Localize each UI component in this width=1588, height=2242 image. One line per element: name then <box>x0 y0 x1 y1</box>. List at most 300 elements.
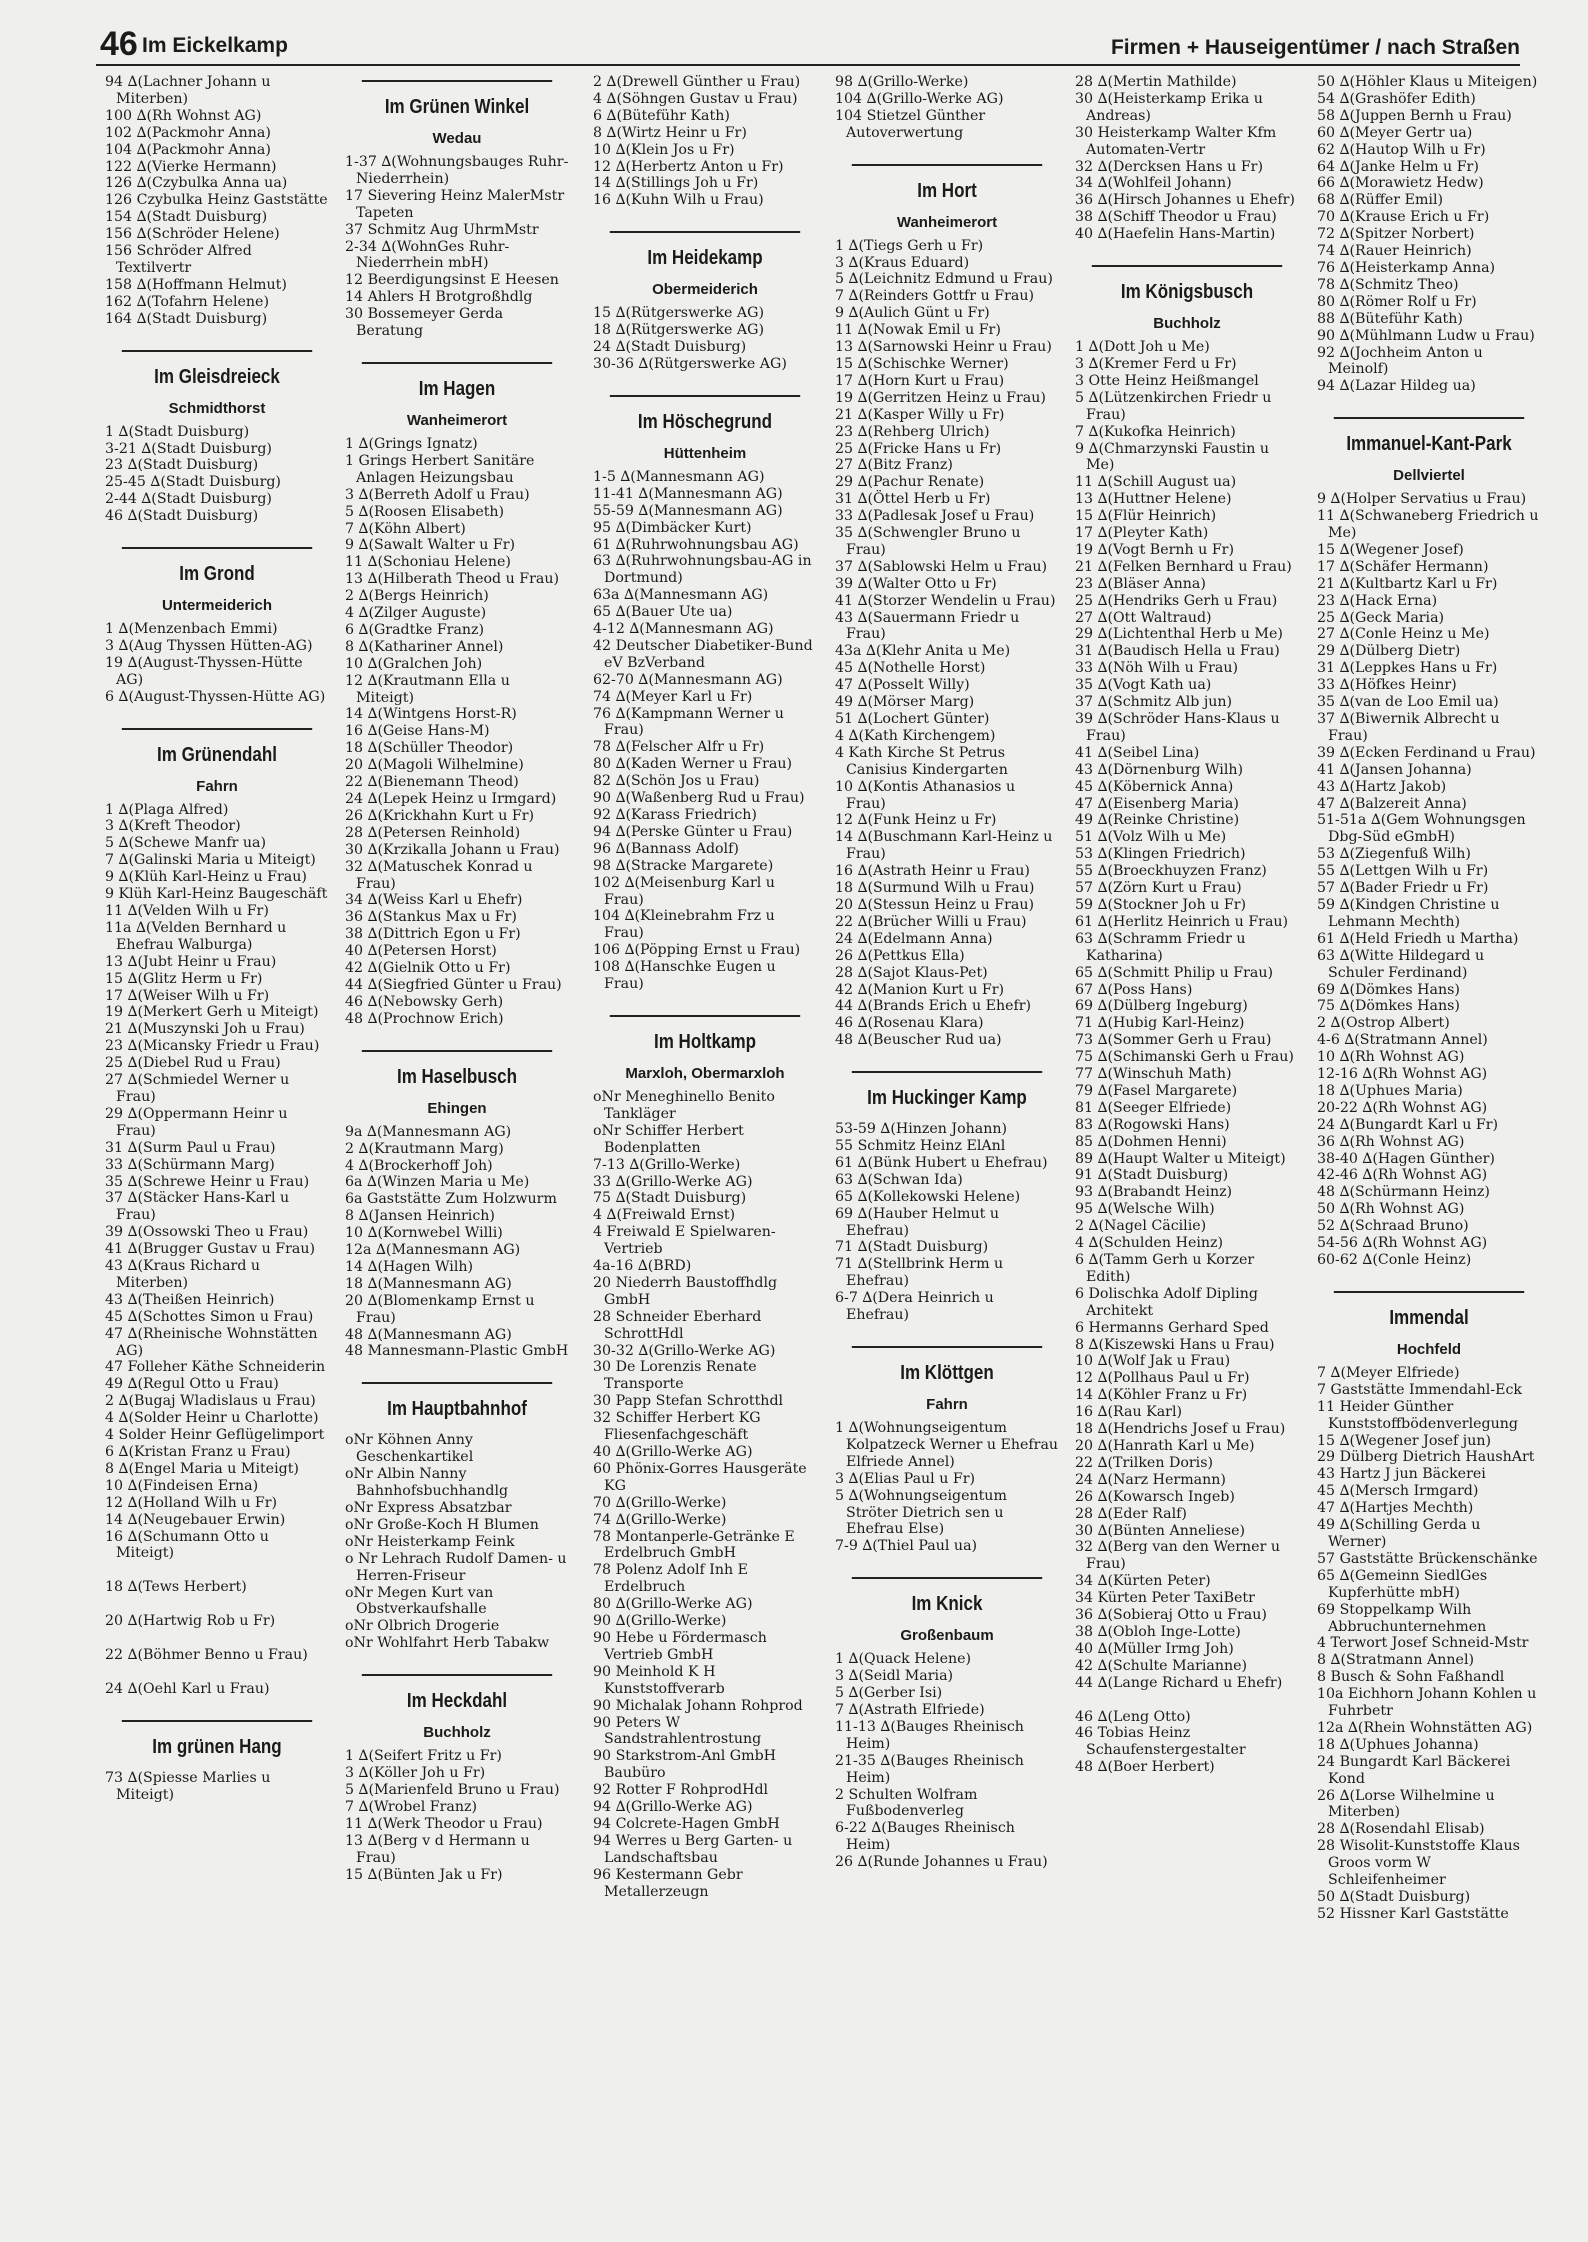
directory-entry: 60 ∆(Meyer Gertr ua) <box>1317 124 1473 141</box>
directory-entry: 81 ∆(Seeger Elfriede) <box>1075 1099 1232 1116</box>
directory-entry: 30-32 ∆(Grillo-Werke AG) <box>593 1342 776 1359</box>
directory-entry: 74 ∆(Rauer Heinrich) <box>1317 243 1472 260</box>
directory-entry: 9a ∆(Mannesmann AG) <box>345 1123 512 1140</box>
directory-entry: 96 ∆(Bannass Adolf) <box>593 840 739 857</box>
directory-entry: 77 ∆(Winschuh Math) <box>1075 1066 1232 1083</box>
directory-entry: 40 ∆(Petersen Horst) <box>345 943 497 960</box>
directory-entry: oNr Albin Nanny Bahnhofsbuchhandlg <box>345 1466 509 1500</box>
directory-entry: 28 Wisolit-Kunststoffe Klaus Groos vorm W Schleifenheimer <box>1317 1838 1520 1889</box>
directory-entry: 26 ∆(Krickhahn Kurt u Fr) <box>345 807 535 824</box>
directory-entry: 8 ∆(Jansen Heinrich) <box>345 1208 495 1225</box>
directory-entry: 63 ∆(Witte Hildegard u Schuler Ferdinand) <box>1317 947 1485 981</box>
street-heading: Im Grünendahl <box>122 728 312 768</box>
street-heading: Im Hagen <box>362 362 552 402</box>
directory-entry: 74 ∆(Grillo-Werke) <box>593 1511 727 1528</box>
directory-entry: 36 ∆(Rh Wohnst AG) <box>1317 1133 1465 1150</box>
directory-entry: 39 ∆(Ecken Ferdinand u Frau) <box>1317 744 1536 761</box>
directory-entry: 54 ∆(Grashöfer Edith) <box>1317 90 1476 107</box>
column-3 <box>593 74 817 1900</box>
directory-entry: 154 ∆(Stadt Duisburg) <box>105 209 268 226</box>
directory-entry: 91 ∆(Stadt Duisburg) <box>1075 1167 1229 1184</box>
directory-entry: 12 ∆(Funk Heinz u Fr) <box>835 812 997 829</box>
directory-entry: 33 ∆(Grillo-Werke AG) <box>593 1173 753 1190</box>
directory-entry: oNr Express Absatzbar <box>345 1500 512 1516</box>
directory-entry: 1 Grings Herbert Sanitäre Anlagen Heizungsbau <box>345 452 535 486</box>
directory-entry: 1 ∆(Tiegs Gerh u Fr) <box>835 237 984 254</box>
district-name: Hochfeld <box>1396 1340 1462 1358</box>
directory-entry: 43a ∆(Klehr Anita u Me) <box>835 643 1011 660</box>
column-1 <box>105 74 329 1804</box>
directory-entry: 6a ∆(Winzen Maria u Me) <box>345 1174 530 1191</box>
directory-entry: 43 ∆(Hartz Jakob) <box>1317 778 1447 795</box>
directory-entry: 16 ∆(Schumann Otto u Miteigt) <box>105 1528 269 1562</box>
directory-entry: 7-13 ∆(Grillo-Werke) <box>593 1156 741 1173</box>
directory-entry: 7 ∆(Galinski Maria u Miteigt) <box>105 852 316 869</box>
directory-entry: 6 ∆(August-Thyssen-Hütte AG) <box>105 688 326 705</box>
directory-entry: 95 ∆(Welsche Wilh) <box>1075 1201 1215 1218</box>
running-street-title: Im Eickelkamp <box>142 34 288 57</box>
directory-entry: 28 ∆(Sajot Klaus-Pet) <box>835 964 988 981</box>
page-header <box>96 24 1520 66</box>
street-heading: Im Königsbusch <box>1092 265 1282 305</box>
directory-entry: 11 ∆(Velden Wilh u Fr) <box>105 903 269 919</box>
directory-entry: 1 ∆(Menzenbach Emmi) <box>105 621 278 638</box>
directory-entry: 15 ∆(Bünten Jak u Fr) <box>345 1866 503 1883</box>
directory-entry: 94 Werres u Berg Garten- u Landschaftsbau <box>593 1832 793 1866</box>
directory-entry: 3 ∆(Aug Thyssen Hütten-AG) <box>105 637 313 654</box>
directory-entry: 12 ∆(Herbertz Anton u Fr) <box>593 158 784 175</box>
directory-entry: 63 ∆(Schramm Friedr u Katharina) <box>1075 930 1246 964</box>
directory-entry: 3 Otte Heinz Heißmangel <box>1075 372 1259 389</box>
district-name: Buchholz <box>423 1724 491 1742</box>
directory-entry: 3 ∆(Berreth Adolf u Frau) <box>345 486 530 503</box>
directory-entry: 18 ∆(Uphues Johanna) <box>1317 1736 1479 1753</box>
directory-entry: 41 ∆(Brugger Gustav u Frau) <box>105 1241 316 1258</box>
directory-entry: 40 ∆(Grillo-Werke AG) <box>593 1444 753 1460</box>
directory-entry: 29 ∆(Pachur Renate) <box>835 474 985 491</box>
directory-entry: 18 ∆(Surmund Wilh u Frau) <box>835 880 1035 897</box>
directory-entry: 26 ∆(Kowarsch Ingeb) <box>1075 1488 1235 1505</box>
directory-entry: 3-21 ∆(Stadt Duisburg) <box>105 440 272 457</box>
directory-entry: 4 Terwort Josef Schneid-Mstr <box>1317 1635 1529 1652</box>
directory-entry: 35 ∆(Schwengler Bruno u Frau) <box>835 525 1021 558</box>
directory-entry: 94 ∆(Grillo-Werke AG) <box>593 1799 753 1816</box>
directory-entry: 6 Hermanns Gerhard Sped <box>1075 1319 1269 1336</box>
directory-entry: 164 ∆(Stadt Duisburg) <box>105 310 268 327</box>
directory-entry: 59 ∆(Stockner Joh u Fr) <box>1075 896 1247 913</box>
directory-entry: 5 ∆(Marienfeld Bruno u Frau) <box>345 1781 560 1798</box>
directory-entry: 104 ∆(Packmohr Anna) <box>105 141 271 158</box>
directory-entry: 13 ∆(Berg v d Hermann u Frau) <box>345 1832 530 1866</box>
directory-entry: 80 ∆(Grillo-Werke AG) <box>593 1596 753 1613</box>
directory-entry: 80 ∆(Römer Rolf u Fr) <box>1317 293 1477 310</box>
directory-entry: 30 ∆(Heisterkamp Erika u Andreas) <box>1075 90 1263 124</box>
directory-entry: 31 ∆(Leppkes Hans u Fr) <box>1317 660 1498 677</box>
directory-entry: 47 ∆(Rheinische Wohnstätten AG) <box>105 1325 318 1359</box>
directory-entry: 93 ∆(Brabandt Heinz) <box>1075 1184 1233 1201</box>
directory-entry: 4 ∆(Söhngen Gustav u Frau) <box>593 90 798 107</box>
directory-entry: 29 Dülberg Dietrich HaushArt <box>1317 1449 1535 1466</box>
directory-entry: 1 ∆(Wohnungseigentum Kolpatzeck Werner u Ehefrau Elfriede Annel) <box>835 1420 1059 1470</box>
directory-entry: 44 ∆(Brands Erich u Ehefr) <box>835 998 1032 1015</box>
directory-entry: 11-41 ∆(Mannesmann AG) <box>593 485 783 502</box>
directory-entry: 15 ∆(Wegener Josef jun) <box>1317 1432 1492 1449</box>
directory-entry: 30 Bossemeyer Gerda Beratung <box>345 306 504 340</box>
directory-entry: 3 ∆(Seidl Maria) <box>835 1668 954 1685</box>
directory-entry: 1-37 ∆(Wohnungsbauges Ruhr-Niederrhein) <box>345 154 569 187</box>
directory-entry: 70 ∆(Grillo-Werke) <box>593 1494 727 1511</box>
directory-entry: 104 Stietzel Günther Autoverwertung <box>835 107 986 141</box>
district-name: Obermeiderich <box>652 281 758 299</box>
directory-entry: 10 ∆(Rh Wohnst AG) <box>1317 1049 1465 1066</box>
directory-entry: 1 ∆(Plaga Alfred) <box>105 801 229 818</box>
directory-entry: 45 ∆(Nothelle Horst) <box>835 660 986 677</box>
directory-entry: 57 ∆(Bader Friedr u Fr) <box>1317 880 1489 897</box>
directory-entry: 52 ∆(Schraad Bruno) <box>1317 1218 1469 1235</box>
directory-entry: 46 ∆(Stadt Duisburg) <box>105 508 259 525</box>
directory-entry: 73 ∆(Sommer Gerh u Frau) <box>1075 1032 1272 1049</box>
directory-entry: 98 ∆(Stracke Margarete) <box>593 857 774 874</box>
directory-entry: 27 ∆(Conle Heinz u Me) <box>1317 626 1490 643</box>
directory-entry: 45 ∆(Köbernick Anna) <box>1075 778 1234 795</box>
directory-entry: 4-6 ∆(Stratmann Annel) <box>1317 1032 1488 1049</box>
directory-entry: 36 ∆(Hirsch Johannes u Ehefr) <box>1075 192 1295 209</box>
directory-entry: 28 ∆(Rosendahl Elisab) <box>1317 1821 1485 1838</box>
directory-entry: 49 ∆(Mörser Marg) <box>835 694 975 711</box>
directory-entry: 4 ∆(Brockerhoff Joh) <box>345 1157 493 1174</box>
directory-entry: 18 ∆(Mannesmann AG) <box>345 1275 512 1292</box>
directory-entry: 30 ∆(Bünten Anneliese) <box>1075 1522 1246 1539</box>
directory-entry: 34 ∆(Wohlfeil Johann) <box>1075 175 1232 192</box>
street-heading: Im Gleisdreieck <box>122 350 312 390</box>
directory-entry: 11 Heider Günther Kunststoffbödenverlegung <box>1317 1398 1518 1432</box>
directory-entry: oNr Olbrich Drogerie <box>345 1618 500 1635</box>
directory-entry: 12-16 ∆(Rh Wohnst AG) <box>1317 1066 1488 1083</box>
district-name: Buchholz <box>1153 315 1221 333</box>
street-heading: Im Knick <box>852 1577 1042 1617</box>
directory-entry: 15 ∆(Schischke Werner) <box>835 355 1009 372</box>
directory-entry: 8 ∆(Engel Maria u Miteigt) <box>105 1460 299 1477</box>
directory-entry: 10 ∆(Gralchen Joh) <box>345 655 483 672</box>
directory-entry: 69 ∆(Hauber Helmut u Ehefrau) <box>835 1205 999 1239</box>
directory-entry: 2 ∆(Bergs Heinrich) <box>345 588 489 605</box>
directory-entry: 29 ∆(Oppermann Heinr u Frau) <box>105 1105 288 1139</box>
directory-entry: 47 Folleher Käthe Schneiderin <box>105 1359 326 1376</box>
directory-entry: 90 Meinhold K H Kunststoffverarb <box>593 1663 725 1697</box>
directory-entry: 51 ∆(Volz Wilh u Me) <box>1075 829 1227 846</box>
directory-entry: 8 ∆(Kiszewski Hans u Frau) <box>1075 1336 1275 1353</box>
directory-entry: 1 ∆(Stadt Duisburg) <box>105 423 250 440</box>
directory-entry: 25-45 ∆(Stadt Duisburg) <box>105 474 281 491</box>
directory-entry: 88 ∆(Büteführ Kath) <box>1317 310 1463 327</box>
directory-entry: 48 ∆(Mannesmann AG) <box>345 1326 512 1343</box>
directory-entry: 9 ∆(Sawalt Walter u Fr) <box>345 537 516 554</box>
directory-entry: 98 ∆(Grillo-Werke) <box>835 74 969 90</box>
directory-entry: 89 ∆(Haupt Walter u Miteigt) <box>1075 1150 1286 1167</box>
directory-entry: 33 ∆(Padlesak Josef u Frau) <box>835 508 1035 525</box>
directory-entry: 11 ∆(Schill August ua) <box>1075 474 1237 491</box>
directory-entry: 31 ∆(Surm Paul u Frau) <box>105 1139 276 1156</box>
directory-entry: 21 ∆(Kultbartz Karl u Fr) <box>1317 575 1498 592</box>
column-2 <box>345 74 569 1883</box>
directory-entry: 40 ∆(Müller Irmg Joh) <box>1075 1640 1234 1657</box>
directory-entry: 60 Phönix-Gorres Hausgeräte KG <box>593 1460 807 1494</box>
directory-entry: 78 ∆(Schmitz Theo) <box>1317 276 1459 293</box>
directory-entry: 2 ∆(Drewell Günther u Frau) <box>593 74 801 90</box>
directory-entry: 100 ∆(Rh Wohnst AG) <box>105 107 262 124</box>
directory-entry: 156 ∆(Schröder Helene) <box>105 226 280 243</box>
directory-entry: 19 ∆(Merkert Gerh u Miteigt) <box>105 1004 319 1021</box>
directory-entry: 28 ∆(Mertin Mathilde) <box>1075 74 1237 90</box>
directory-entry: 42 ∆(Schulte Marianne) <box>1075 1657 1248 1674</box>
directory-entry: 1-5 ∆(Mannesmann AG) <box>593 468 765 485</box>
directory-entry: 53-59 ∆(Hinzen Johann) <box>835 1121 1008 1138</box>
directory-entry: 126 ∆(Czybulka Anna ua) <box>105 175 288 192</box>
directory-entry: 10 ∆(Findeisen Erna) <box>105 1477 259 1494</box>
directory-entry: 90 Peters W Sandstrahlentrostung <box>593 1714 762 1748</box>
directory-entry: 13 ∆(Hilberath Theod u Frau) <box>345 571 560 588</box>
directory-entry: 78 ∆(Felscher Alfr u Fr) <box>593 739 765 756</box>
directory-entry: 90 ∆(Waßenberg Rud u Frau) <box>593 790 805 807</box>
directory-entry: 6 ∆(Gradtke Franz) <box>345 621 485 638</box>
directory-entry: 30 Heisterkamp Walter Kfm Automaten-Vertr <box>1075 124 1277 158</box>
directory-entry: 48 Mannesmann-Plastic GmbH <box>345 1343 569 1360</box>
directory-entry: 49 ∆(Reinke Christine) <box>1075 812 1240 829</box>
directory-entry: 23 ∆(Bläser Anna) <box>1075 575 1206 592</box>
directory-entry: 42 ∆(Manion Kurt u Fr) <box>835 981 1005 998</box>
directory-entry: 3 ∆(Köller Joh u Fr) <box>345 1765 486 1782</box>
directory-entry: 37 ∆(Stäcker Hans-Karl u Frau) <box>105 1190 290 1224</box>
directory-entry: 14 ∆(Wintgens Horst-R) <box>345 706 517 723</box>
directory-entry: 20 Niederrh Baustoffhdlg GmbH <box>593 1274 778 1308</box>
directory-entry: 3 ∆(Kreft Theodor) <box>105 818 241 835</box>
directory-entry: 17 ∆(Pleyter Kath) <box>1075 525 1209 542</box>
directory-entry: 29 ∆(Lichtenthal Herb u Me) <box>1075 626 1283 643</box>
directory-entry: 2-44 ∆(Stadt Duisburg) <box>105 491 272 508</box>
directory-entry: oNr Große-Koch H Blumen <box>345 1516 539 1533</box>
directory-entry: 9 ∆(Aulich Günt u Fr) <box>835 305 990 322</box>
directory-entry: 27 ∆(Bitz Franz) <box>835 457 953 474</box>
directory-entry: 30 Papp Stefan Schrotthdl <box>593 1393 784 1410</box>
directory-entry: 63 ∆(Schwan Ida) <box>835 1171 963 1188</box>
directory-entry: 37 ∆(Biwernik Albrecht u Frau) <box>1317 711 1500 744</box>
directory-entry: 39 ∆(Walter Otto u Fr) <box>835 575 997 592</box>
spacer <box>105 1562 329 1579</box>
directory-entry: 6 ∆(Tamm Gerh u Korzer Edith) <box>1075 1252 1255 1285</box>
directory-entry: 10 ∆(Klein Jos u Fr) <box>593 141 735 158</box>
directory-entry: 42 Deutscher Diabetiker-Bund eV BzVerband <box>593 637 813 671</box>
directory-entry: 6 ∆(Büteführ Kath) <box>593 107 730 124</box>
directory-entry: 63a ∆(Mannesmann AG) <box>593 587 769 604</box>
directory-entry: 13 ∆(Sarnowski Heinr u Frau) <box>835 339 1052 356</box>
directory-entry: 46 Tobias Heinz Schaufenstergestalter <box>1075 1725 1246 1759</box>
directory-entry: 30 De Lorenzis Renate Transporte <box>593 1359 757 1393</box>
directory-entry: 17 Sievering Heinz MalerMstr Tapeten <box>345 187 565 221</box>
directory-entry: 65 ∆(Kollekowski Helene) <box>835 1188 1021 1205</box>
directory-entry: 10 ∆(Wolf Jak u Frau) <box>1075 1353 1231 1370</box>
directory-entry: 90 ∆(Mühlmann Ludw u Frau) <box>1317 327 1535 344</box>
district-name: Wanheimerort <box>406 411 508 429</box>
directory-entry: 4 Kath Kirche St Petrus Canisius Kindergarten <box>835 744 1008 778</box>
directory-entry: 50 ∆(Rh Wohnst AG) <box>1317 1201 1465 1218</box>
directory-entry: 47 ∆(Hartjes Mechth) <box>1317 1500 1474 1517</box>
directory-entry: 5 ∆(Schewe Manfr ua) <box>105 835 267 852</box>
directory-entry: 5 ∆(Wohnungseigentum Ströter Dietrich sen u Ehefrau Else) <box>835 1487 1007 1538</box>
directory-entry: 15 ∆(Glitz Herm u Fr) <box>105 970 263 987</box>
directory-entry: 162 ∆(Tofahrn Helene) <box>105 293 269 310</box>
directory-entry: 108 ∆(Hanschke Eugen u Frau) <box>593 959 776 993</box>
directory-entry: 4 Freiwald E Spielwaren-Vertrieb <box>593 1224 776 1258</box>
directory-entry: 59 ∆(Kindgen Christine u Lehmann Mechth) <box>1317 896 1500 930</box>
directory-entry: 3 ∆(Kremer Ferd u Fr) <box>1075 355 1237 372</box>
street-heading: Im Höschegrund <box>610 395 800 435</box>
directory-entry: 9 ∆(Chmarzynski Faustin u Me) <box>1075 440 1269 474</box>
directory-entry: 14 ∆(Köhler Franz u Fr) <box>1075 1387 1248 1404</box>
directory-entry: 1 ∆(Quack Helene) <box>835 1651 972 1668</box>
directory-entry: 60-62 ∆(Conle Heinz) <box>1317 1252 1472 1268</box>
directory-entry: 48 ∆(Boer Herbert) <box>1075 1759 1215 1776</box>
directory-entry: 2-34 ∆(WohnGes Ruhr-Niederrhein mbH) <box>345 238 510 272</box>
directory-entry: 69 ∆(Dülberg Ingeburg) <box>1075 998 1248 1015</box>
directory-entry: 14 Ahlers H Brotgroßhdlg <box>345 289 533 306</box>
directory-entry: 38 ∆(Dittrich Egon u Fr) <box>345 926 521 943</box>
directory-entry: 16 ∆(Rau Karl) <box>1075 1404 1183 1421</box>
directory-entry: 48 ∆(Schürmann Heinz) <box>1317 1184 1490 1201</box>
directory-entry: 122 ∆(Vierke Hermann) <box>105 158 277 175</box>
directory-entry: 38 ∆(Schiff Theodor u Frau) <box>1075 209 1277 226</box>
directory-entry: 49 ∆(Regul Otto u Frau) <box>105 1376 279 1393</box>
directory-columns <box>105 74 1539 2214</box>
directory-entry: 2 Schulten Wolfram Fußbodenverleg <box>835 1786 978 1820</box>
spacer <box>105 1630 329 1647</box>
directory-entry: 36 ∆(Stankus Max u Fr) <box>345 909 517 926</box>
directory-entry: 6 Dolischka Adolf Dipling Architekt <box>1075 1285 1258 1319</box>
directory-entry: 4 ∆(Kath Kirchengem) <box>835 727 996 744</box>
directory-entry: 12a ∆(Mannesmann AG) <box>345 1242 521 1259</box>
directory-entry: 11-13 ∆(Bauges Rheinisch Heim) <box>835 1718 1024 1752</box>
directory-entry: 58 ∆(Juppen Bernh u Frau) <box>1317 107 1512 124</box>
district-name: Untermeiderich <box>161 597 273 615</box>
directory-entry: 22 ∆(Bienemann Theod) <box>345 774 519 791</box>
directory-entry: 21 ∆(Felken Bernhard u Frau) <box>1075 558 1292 575</box>
directory-entry: 32 ∆(Dercksen Hans u Fr) <box>1075 158 1263 175</box>
directory-entry: 4 ∆(Zilger Auguste) <box>345 605 487 622</box>
directory-entry: 106 ∆(Pöpping Ernst u Frau) <box>593 942 801 959</box>
directory-entry: 46 ∆(Leng Otto) <box>1075 1708 1191 1725</box>
street-heading: Im Heidekamp <box>610 231 800 271</box>
directory-entry: 126 Czybulka Heinz Gaststätte <box>105 192 328 209</box>
street-heading: Im grünen Hang <box>122 1720 312 1760</box>
directory-entry: 57 ∆(Zörn Kurt u Frau) <box>1075 880 1242 897</box>
directory-entry: 20 ∆(Hartwig Rob u Fr) <box>105 1613 276 1630</box>
directory-entry: 18 ∆(Uphues Maria) <box>1317 1082 1463 1099</box>
directory-entry: 21-35 ∆(Bauges Rheinisch Heim) <box>835 1752 1024 1786</box>
directory-entry: 79 ∆(Fasel Margarete) <box>1075 1082 1238 1099</box>
spacer <box>105 1664 329 1681</box>
directory-entry: 25 ∆(Geck Maria) <box>1317 609 1445 626</box>
directory-entry: 23 ∆(Hack Erna) <box>1317 592 1438 609</box>
directory-entry: 1 ∆(Seifert Fritz u Fr) <box>345 1748 502 1765</box>
directory-entry: 4 ∆(Freiwald Ernst) <box>593 1207 736 1224</box>
directory-entry: 20 ∆(Hanrath Karl u Me) <box>1075 1437 1255 1454</box>
street-heading: Im Haselbusch <box>362 1050 552 1090</box>
directory-entry: 1 ∆(Grings Ignatz) <box>345 435 478 452</box>
directory-entry: 19 ∆(August-Thyssen-Hütte AG) <box>105 654 303 688</box>
directory-entry: 61 ∆(Herlitz Heinrich u Frau) <box>1075 913 1289 930</box>
directory-entry: 37 Schmitz Aug UhrmMstr <box>345 221 539 238</box>
directory-entry: oNr Megen Kurt van Obstverkaufshalle <box>345 1584 494 1618</box>
directory-entry: 95 ∆(Dimbäcker Kurt) <box>593 519 752 536</box>
directory-entry: 34 ∆(Weiss Karl u Ehefr) <box>345 892 523 909</box>
district-name: Marxloh, Obermarxloh <box>625 1064 785 1082</box>
district-name: Ehingen <box>427 1099 487 1117</box>
directory-entry: 18 ∆(Rütgerswerke AG) <box>593 322 765 339</box>
directory-entry: 39 ∆(Ossowski Theo u Frau) <box>105 1224 309 1241</box>
street-heading: Immendal <box>1334 1291 1524 1331</box>
directory-entry: 16 ∆(Kuhn Wilh u Frau) <box>593 192 764 209</box>
district-name: Dellviertel <box>1393 467 1465 485</box>
directory-entry: 73 ∆(Spiesse Marlies u Miteigt) <box>105 1769 271 1803</box>
directory-entry: 70 ∆(Krause Erich u Fr) <box>1317 209 1490 226</box>
directory-entry: 2 ∆(Nagel Cäcilie) <box>1075 1218 1207 1235</box>
directory-entry: 18 ∆(Hendrichs Josef u Frau) <box>1075 1421 1286 1438</box>
directory-entry: 36 ∆(Sobieraj Otto u Frau) <box>1075 1607 1267 1624</box>
directory-entry: 5 ∆(Roosen Elisabeth) <box>345 503 505 520</box>
directory-entry: 80 ∆(Kaden Werner u Frau) <box>593 756 793 773</box>
directory-entry: 20 ∆(Stessun Heinz u Frau) <box>835 896 1034 913</box>
directory-entry: 23 ∆(Stadt Duisburg) <box>105 457 259 474</box>
directory-entry: oNr Schiffer Herbert Bodenplatten <box>593 1122 744 1156</box>
directory-entry: 92 Rotter F RohprodHdl <box>593 1782 769 1799</box>
directory-entry: 12 Beerdigungsinst E Heesen <box>345 272 559 289</box>
directory-entry: 15 ∆(Rütgerswerke AG) <box>593 305 765 322</box>
directory-entry: 17 ∆(Weiser Wilh u Fr) <box>105 987 270 1004</box>
directory-entry: 5 ∆(Gerber Isi) <box>835 1685 943 1702</box>
district-name: Wedau <box>432 130 482 147</box>
directory-entry: 104 ∆(Kleinebrahm Frz u Frau) <box>593 908 775 942</box>
directory-entry: 11 ∆(Schoniau Helene) <box>345 554 511 571</box>
directory-entry: 74 ∆(Meyer Karl u Fr) <box>593 688 753 705</box>
directory-entry: 39 ∆(Schröder Hans-Klaus u Frau) <box>1075 711 1280 744</box>
directory-entry: 54-56 ∆(Rh Wohnst AG) <box>1317 1235 1488 1252</box>
directory-entry: 12 ∆(Pollhaus Paul u Fr) <box>1075 1370 1250 1387</box>
directory-entry: 27 ∆(Ott Waltraud) <box>1075 609 1212 626</box>
directory-entry: 17 ∆(Schäfer Hermann) <box>1317 558 1489 575</box>
directory-entry: 55 ∆(Broeckhuyzen Franz) <box>1075 863 1267 880</box>
directory-entry: 57 Gaststätte Brückenschänke <box>1317 1550 1538 1567</box>
directory-entry: 38 ∆(Obloh Inge-Lotte) <box>1075 1623 1241 1640</box>
directory-entry: 2 ∆(Krautmann Marg) <box>345 1140 504 1157</box>
directory-entry: 65 ∆(Bauer Ute ua) <box>593 604 733 621</box>
directory-entry: 24 ∆(Edelmann Anna) <box>835 930 993 947</box>
directory-entry: 34 ∆(Kürten Peter) <box>1075 1573 1211 1590</box>
directory-entry: 10a Eichhorn Johann Kohlen u Fuhrbetr <box>1317 1686 1537 1720</box>
directory-entry: 48 ∆(Beuscher Rud ua) <box>835 1032 1002 1049</box>
directory-entry: 90 Michalak Johann Rohprod <box>593 1697 803 1714</box>
directory-entry: 10 ∆(Kontis Athanasios u Frau) <box>835 778 1016 812</box>
directory-entry: 72 ∆(Spitzer Norbert) <box>1317 226 1475 243</box>
directory-entry: 30-36 ∆(Rütgerswerke AG) <box>593 355 787 372</box>
directory-entry: 31 ∆(Baudisch Hella u Frau) <box>1075 643 1280 660</box>
directory-entry: 94 ∆(Lachner Johann u Miterben) <box>105 74 271 107</box>
directory-entry: 19 ∆(Gerritzen Heinz u Frau) <box>835 389 1046 406</box>
directory-entry: 30 ∆(Krzikalla Johann u Frau) <box>345 841 560 858</box>
directory-entry: 92 ∆(Jochheim Anton u Meinolf) <box>1317 344 1483 378</box>
district-name: Wanheimerort <box>896 213 998 231</box>
directory-entry: 52 Hissner Karl Gaststätte <box>1317 1905 1509 1922</box>
directory-entry: 24 ∆(Stadt Duisburg) <box>593 339 747 356</box>
directory-entry: 48 ∆(Prochnow Erich) <box>345 1010 504 1027</box>
